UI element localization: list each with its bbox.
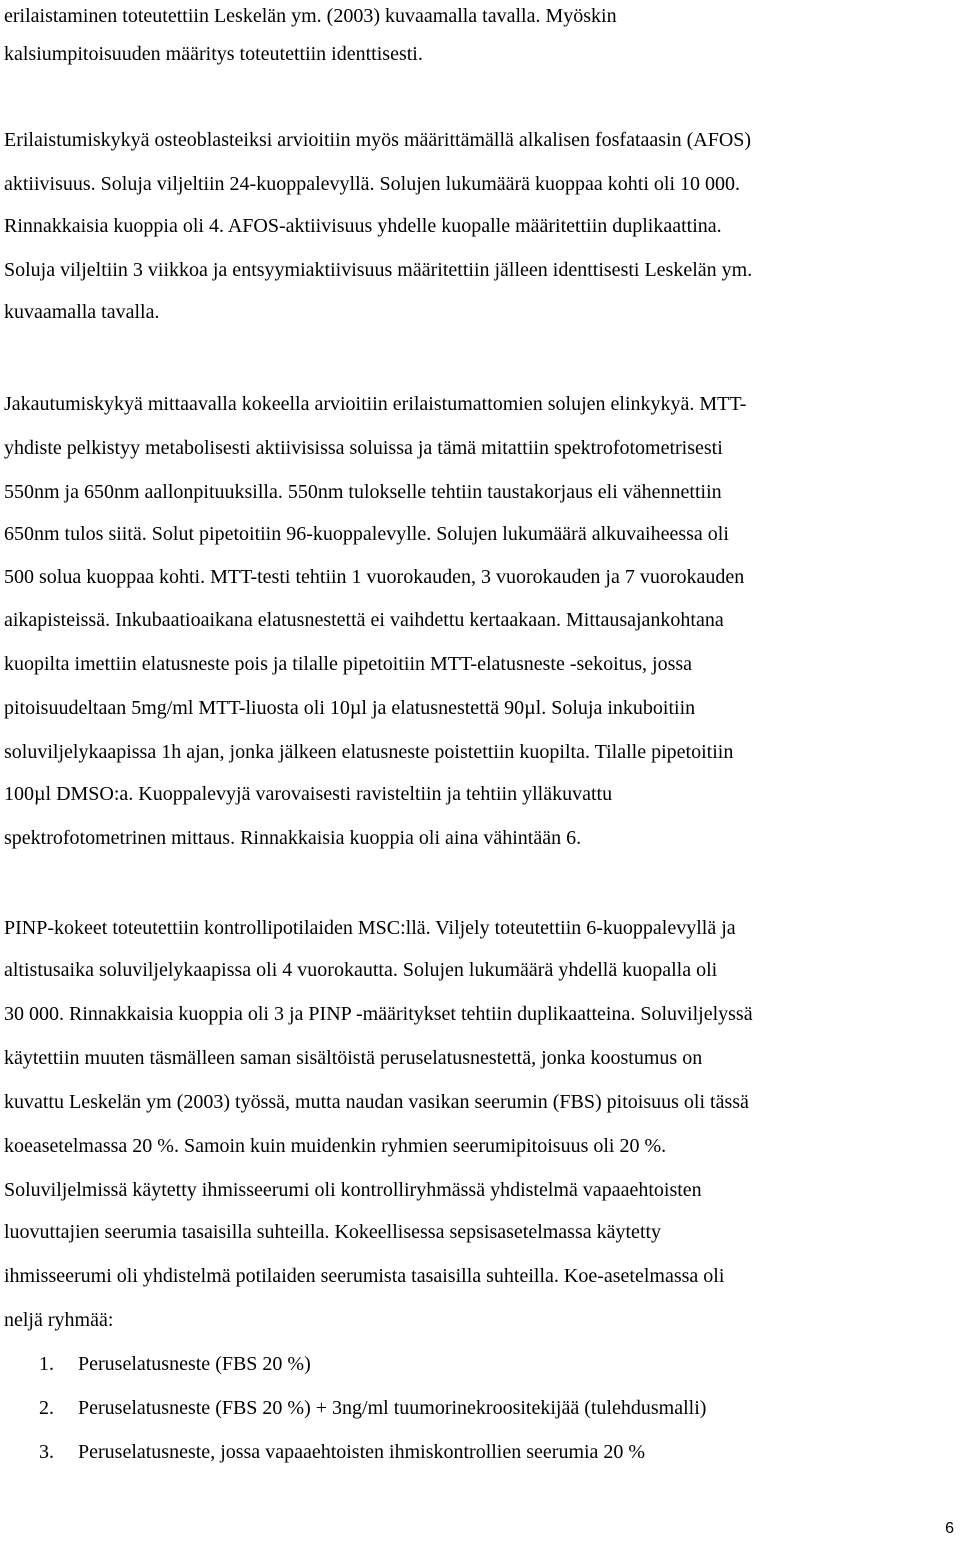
- paragraph-2-line-1: Erilaistumiskykyä osteoblasteiksi arvioitiin myös määrittämällä alkalisen fosfataasin (AFOS): [4, 129, 752, 151]
- paragraph-1-line-2: kalsiumpitoisuuden määritys toteutettiin identtisesti.: [4, 43, 423, 65]
- paragraph-3-line-11: spektrofotometrinen mittaus. Rinnakkaisia kuoppia oli aina vähintään 6.: [4, 827, 582, 849]
- paragraph-1-line-1: erilaistaminen toteutettiin Leskelän ym. (2003) kuvaamalla tavalla. Myöskin: [4, 5, 617, 27]
- paragraph-2-line-5: kuvaamalla tavalla.: [4, 301, 160, 323]
- paragraph-4-line-7: Soluviljelmissä käytetty ihmisseerumi oli kontrolliryhmässä yhdistelmä vapaaehtoisten: [4, 1179, 702, 1201]
- paragraph-3-line-8: pitoisuudeltaan 5mg/ml MTT-liuosta oli 10µl ja elatusnestettä 90µl. Soluja inkuboitiin: [4, 697, 696, 719]
- paragraph-3-line-10: 100µl DMSO:a. Kuoppalevyjä varovaisesti ravisteltiin ja tehtiin ylläkuvattu: [4, 783, 613, 805]
- paragraph-3-line-2: yhdiste pelkistyy metabolisesti aktiivisissa soluissa ja tämä mitattiin spektrofotometrisesti: [4, 437, 723, 459]
- paragraph-3-line-3: 550nm ja 650nm aallonpituuksilla. 550nm tulokselle tehtiin taustakorjaus eli vähennettiin: [4, 481, 722, 503]
- page-number: 6: [945, 1520, 954, 1537]
- paragraph-2-line-3: Rinnakkaisia kuoppia oli 4. AFOS-aktiivisuus yhdelle kuopalle määritettiin duplikaattina.: [4, 215, 722, 237]
- paragraph-3-line-1: Jakautumiskykyä mittaavalla kokeella arvioitiin erilaistumattomien solujen elinkykyä. MTT-: [4, 393, 747, 415]
- paragraph-4-line-9: ihmisseerumi oli yhdistelmä potilaiden seerumista tasaisilla suhteilla. Koe-asetelmassa oli: [4, 1265, 725, 1287]
- paragraph-3-line-9: soluviljelykaapissa 1h ajan, jonka jälkeen elatusneste poistettiin kuopilta. Tilalle pipetoitiin: [4, 741, 734, 763]
- paragraph-3-line-5: 500 solua kuoppaa kohti. MTT-testi tehtiin 1 vuorokauden, 3 vuorokauden ja 7 vuorokauden: [4, 566, 745, 588]
- paragraph-3-line-4: 650nm tulos siitä. Solut pipetoitiin 96-kuoppalevylle. Solujen lukumäärä alkuvaiheessa oli: [4, 523, 729, 545]
- paragraph-4-line-4: käytettiin muuten täsmälleen saman sisältöistä peruselatusnestettä, jonka koostumus on: [4, 1047, 703, 1069]
- paragraph-4-line-1: PINP-kokeet toteutettiin kontrollipotilaiden MSC:llä. Viljely toteutettiin 6-kuoppalevyllä ja: [4, 917, 736, 939]
- list-item-3-text: Peruselatusneste, jossa vapaaehtoisten ihmiskontrollien seerumia 20 %: [78, 1441, 646, 1463]
- paragraph-4-line-3: 30 000. Rinnakkaisia kuoppia oli 3 ja PINP -määritykset tehtiin duplikaatteina. Soluviljelyssä: [4, 1003, 753, 1025]
- list-item-2-number: 2.: [39, 1397, 54, 1419]
- list-item-2-text: Peruselatusneste (FBS 20 %) + 3ng/ml tuumorinekroositekijää (tulehdusmalli): [78, 1397, 707, 1419]
- paragraph-4-line-10: neljä ryhmää:: [4, 1309, 114, 1331]
- paragraph-3-line-6: aikapisteissä. Inkubaatioaikana elatusnestettä ei vaihdettu kertaakaan. Mittausajankohtana: [4, 609, 724, 631]
- list-item-3-number: 3.: [39, 1441, 54, 1463]
- paragraph-3-line-7: kuopilta imettiin elatusneste pois ja tilalle pipetoitiin MTT-elatusneste -sekoitus, jossa: [4, 653, 693, 675]
- paragraph-4-line-2: altistusaika soluviljelykaapissa oli 4 vuorokautta. Solujen lukumäärä yhdellä kuopalla oli: [4, 959, 718, 981]
- list-item-1-text: Peruselatusneste (FBS 20 %): [78, 1353, 311, 1375]
- paragraph-4-line-8: luovuttajien seerumia tasaisilla suhteilla. Kokeellisessa sepsisasetelmassa käytetty: [4, 1221, 662, 1243]
- paragraph-4-line-6: koeasetelmassa 20 %. Samoin kuin muidenkin ryhmien seerumipitoisuus oli 20 %.: [4, 1135, 667, 1157]
- paragraph-4-line-5: kuvattu Leskelän ym (2003) työssä, mutta naudan vasikan seerumin (FBS) pitoisuus oli tässä: [4, 1091, 749, 1113]
- list-item-1-number: 1.: [39, 1353, 54, 1375]
- paragraph-2-line-4: Soluja viljeltiin 3 viikkoa ja entsyymiaktiivisuus määritettiin jälleen identtisesti Leskelän ym.: [4, 259, 753, 281]
- paragraph-2-line-2: aktiivisuus. Soluja viljeltiin 24-kuoppalevyllä. Solujen lukumäärä kuoppaa kohti oli 10 000.: [4, 173, 741, 195]
